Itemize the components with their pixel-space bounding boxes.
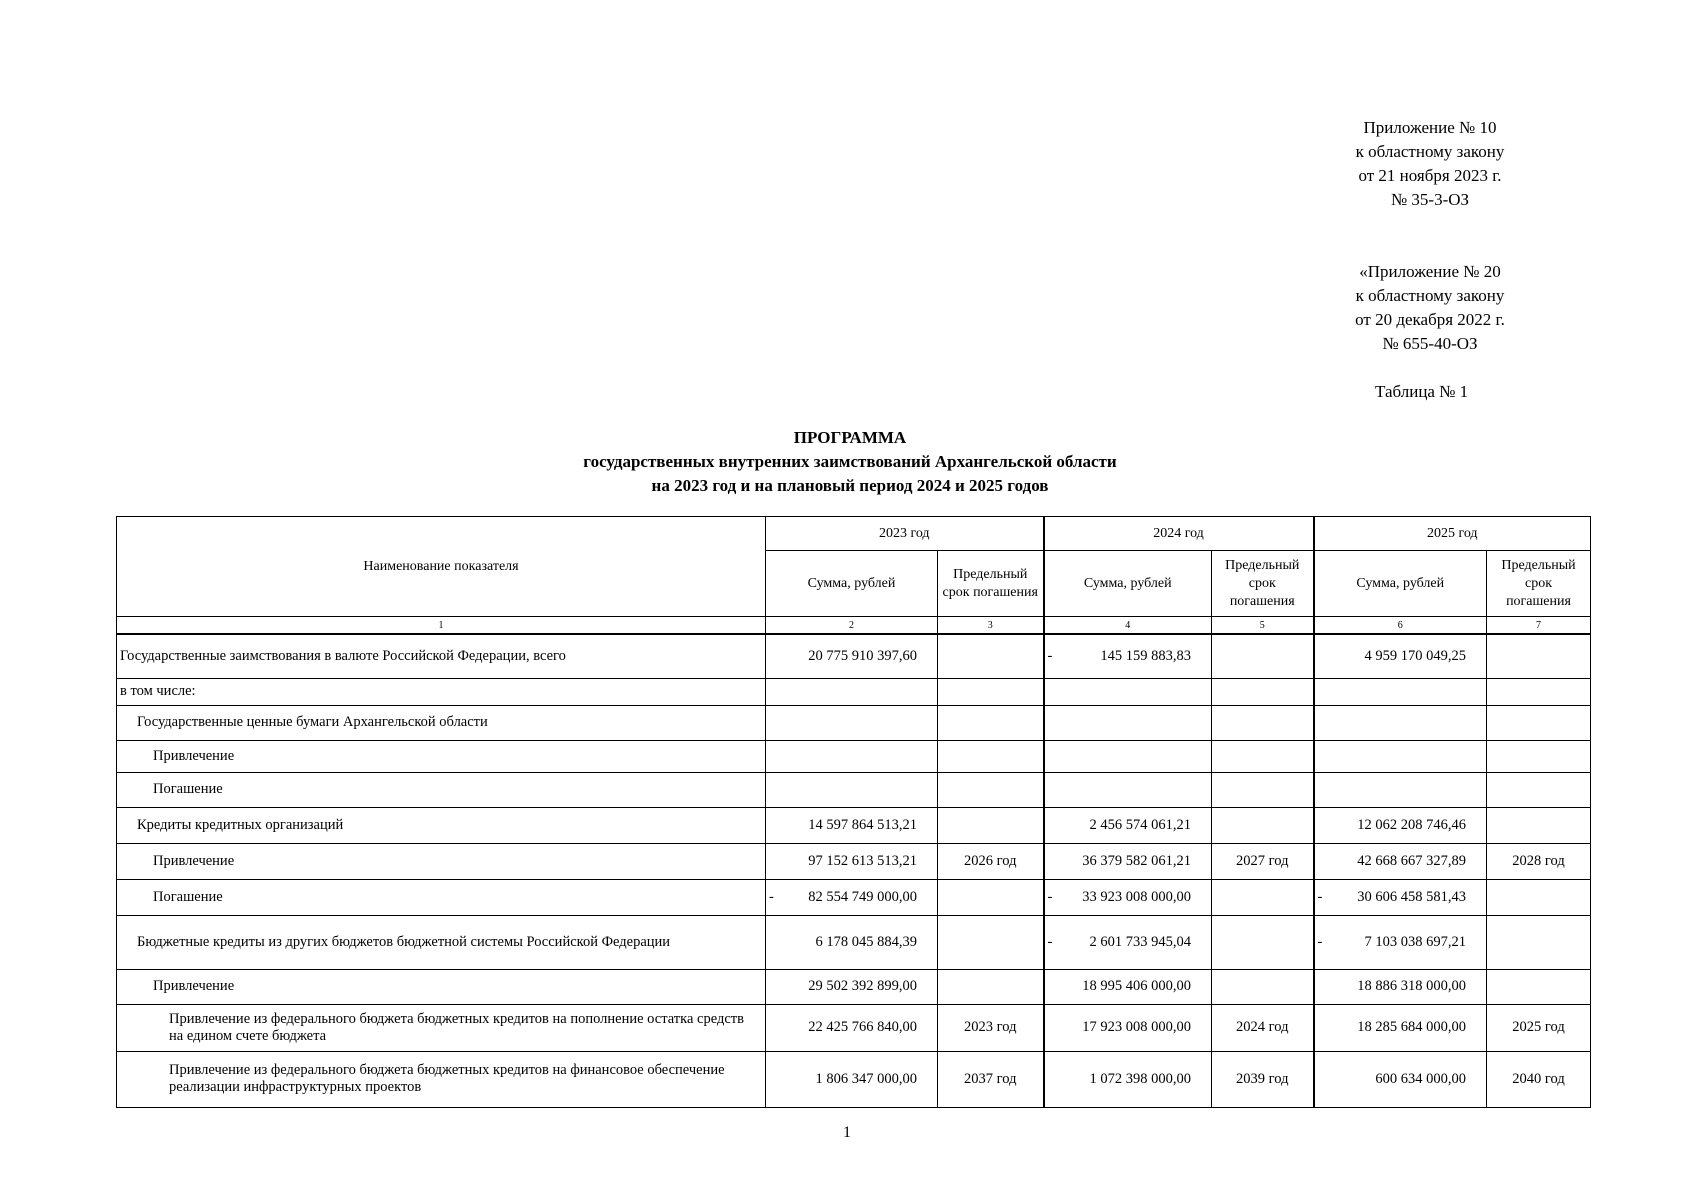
- appendix-line: № 35-3-ОЗ: [1390, 190, 1470, 209]
- page-number: 1: [843, 1124, 851, 1141]
- sum-value: 2 601 733 945,04: [1089, 933, 1191, 950]
- sum-2024: [1044, 1004, 1212, 1051]
- term-2025: [1487, 634, 1591, 678]
- indicator-name: Привлечение: [117, 740, 766, 772]
- term-2024: 2027 год: [1212, 843, 1314, 879]
- table-row: [117, 879, 1591, 915]
- header-indicator: Наименование показателя: [117, 517, 766, 617]
- table-body: [117, 634, 1591, 1107]
- table-row: [117, 772, 1591, 807]
- column-number: 6: [1314, 617, 1487, 635]
- sum-2025: [1314, 705, 1487, 740]
- column-number: 7: [1487, 617, 1591, 635]
- sum-value: 1 072 398 000,00: [1089, 1070, 1191, 1087]
- appendix-line: от 21 ноября 2023 г.: [1358, 166, 1502, 185]
- sum-2024: [1044, 740, 1212, 772]
- title-line: государственных внутренних заимствований Архангельской области: [583, 452, 1117, 471]
- sum-value: 30 606 458 581,43: [1357, 888, 1466, 905]
- indicator-name: Государственные заимствования в валюте Российской Федерации, всего: [117, 634, 766, 678]
- term-2025: 2028 год: [1487, 843, 1591, 879]
- sum-2024: [1044, 772, 1212, 807]
- sum-2025: [1314, 678, 1487, 705]
- sum-value: 6 178 045 884,39: [815, 933, 917, 950]
- appendix-line: № 655-40-ОЗ: [1382, 334, 1478, 353]
- header-sum: Сумма, рублей: [766, 551, 938, 617]
- sum-value: 20 775 910 397,60: [808, 647, 917, 664]
- indicator-name: Кредиты кредитных организаций: [117, 807, 766, 843]
- indicator-name: Погашение: [117, 772, 766, 807]
- header-sum: Сумма, рублей: [1044, 551, 1212, 617]
- sum-2023: [766, 915, 938, 969]
- sum-2023: [766, 634, 938, 678]
- term-2024: [1212, 678, 1314, 705]
- sum-2025: [1314, 1051, 1487, 1107]
- sum-value: 145 159 883,83: [1100, 647, 1191, 664]
- indicator-name: Привлечение из федерального бюджета бюджетных кредитов на финансовое обеспечение реализации инфраструктурных проектов: [117, 1051, 766, 1107]
- sum-2025: [1314, 772, 1487, 807]
- term-2025: [1487, 915, 1591, 969]
- term-2023: [938, 772, 1044, 807]
- term-2025: [1487, 969, 1591, 1004]
- sum-value: 22 425 766 840,00: [808, 1019, 917, 1035]
- minus-sign: -: [1047, 647, 1053, 664]
- table-row: [117, 1051, 1591, 1107]
- term-2023: [938, 879, 1044, 915]
- sum-value: 2 456 574 061,21: [1089, 816, 1191, 833]
- header-year-2023: 2023 год: [766, 517, 1044, 551]
- sum-2024: [1044, 634, 1212, 678]
- sum-2023: [766, 969, 938, 1004]
- sum-2024: [1044, 915, 1212, 969]
- indicator-name: Бюджетные кредиты из других бюджетов бюджетной системы Российской Федерации: [117, 915, 766, 969]
- header-year-2025: 2025 год: [1314, 517, 1591, 551]
- sum-value: 17 923 008 000,00: [1082, 1019, 1191, 1035]
- table-row: [117, 807, 1591, 843]
- term-2025: [1487, 705, 1591, 740]
- term-2025: [1487, 807, 1591, 843]
- sum-value: 18 995 406 000,00: [1082, 978, 1191, 994]
- sum-2023: [766, 1004, 938, 1051]
- sum-2024: [1044, 969, 1212, 1004]
- sum-value: 600 634 000,00: [1375, 1070, 1466, 1087]
- sum-2024: [1044, 705, 1212, 740]
- term-2023: [938, 634, 1044, 678]
- sum-2025: [1314, 1004, 1487, 1051]
- term-2023: 2037 год: [938, 1051, 1044, 1107]
- column-number: 1: [117, 617, 766, 635]
- column-number: 5: [1212, 617, 1314, 635]
- sum-2023: [766, 843, 938, 879]
- table-row: [117, 678, 1591, 705]
- term-2023: [938, 969, 1044, 1004]
- title-line: ПРОГРАММА: [793, 428, 907, 447]
- minus-sign: -: [1317, 933, 1323, 950]
- minus-sign: -: [769, 888, 774, 905]
- appendix-line: Приложение № 10: [1363, 118, 1497, 137]
- borrowing-program-table: [116, 516, 1591, 1108]
- term-2024: [1212, 772, 1314, 807]
- table-row: [117, 843, 1591, 879]
- indicator-name: Погашение: [117, 879, 766, 915]
- sum-2023: [766, 705, 938, 740]
- sum-2023: [766, 740, 938, 772]
- term-2023: [938, 740, 1044, 772]
- sum-2024: [1044, 1051, 1212, 1107]
- sum-value: 4 959 170 049,25: [1364, 647, 1466, 664]
- indicator-name: Государственные ценные бумаги Архангельской области: [117, 705, 766, 740]
- term-2023: 2026 год: [938, 843, 1044, 879]
- title-line: на 2023 год и на плановый период 2024 и 2025 годов: [651, 476, 1049, 495]
- sum-value: 33 923 008 000,00: [1082, 888, 1191, 905]
- sum-2025: [1314, 634, 1487, 678]
- term-2024: [1212, 740, 1314, 772]
- sum-value: 18 886 318 000,00: [1357, 978, 1466, 994]
- appendix-line: от 20 декабря 2022 г.: [1355, 310, 1505, 329]
- sum-value: 42 668 667 327,89: [1357, 852, 1466, 869]
- sum-2024: [1044, 843, 1212, 879]
- term-2023: [938, 678, 1044, 705]
- term-2023: 2023 год: [938, 1004, 1044, 1051]
- sum-2023: [766, 678, 938, 705]
- sum-2025: [1314, 969, 1487, 1004]
- sum-value: 7 103 038 697,21: [1364, 933, 1466, 950]
- indicator-name: Привлечение: [117, 843, 766, 879]
- term-2023: [938, 705, 1044, 740]
- minus-sign: -: [1317, 888, 1323, 905]
- column-number: 4: [1044, 617, 1212, 635]
- sum-2024: [1044, 879, 1212, 915]
- sum-2023: [766, 772, 938, 807]
- term-2024: [1212, 705, 1314, 740]
- term-2024: 2024 год: [1212, 1004, 1314, 1051]
- header-year-2024: 2024 год: [1044, 517, 1314, 551]
- indicator-name: Привлечение: [117, 969, 766, 1004]
- sum-value: 97 152 613 513,21: [808, 852, 917, 869]
- sum-2025: [1314, 740, 1487, 772]
- sum-2023: [766, 879, 938, 915]
- term-2025: [1487, 879, 1591, 915]
- sum-2025: [1314, 807, 1487, 843]
- table-row: [117, 1004, 1591, 1051]
- column-number: 2: [766, 617, 938, 635]
- column-number: 3: [938, 617, 1044, 635]
- sum-value: 18 285 684 000,00: [1357, 1019, 1466, 1035]
- term-2025: [1487, 772, 1591, 807]
- term-2025: 2025 год: [1487, 1004, 1591, 1051]
- sum-2024: [1044, 678, 1212, 705]
- term-2025: 2040 год: [1487, 1051, 1591, 1107]
- table-row: [117, 740, 1591, 772]
- sum-2023: [766, 1051, 938, 1107]
- sum-2025: [1314, 915, 1487, 969]
- sum-2025: [1314, 843, 1487, 879]
- table-row: [117, 634, 1591, 678]
- sum-value: 36 379 582 061,21: [1082, 852, 1191, 869]
- sum-2025: [1314, 879, 1487, 915]
- table-row: [117, 915, 1591, 969]
- term-2024: [1212, 634, 1314, 678]
- sum-value: 14 597 864 513,21: [808, 816, 917, 833]
- minus-sign: -: [1047, 888, 1053, 905]
- table-number: Таблица № 1: [1375, 382, 1469, 401]
- indicator-name: в том числе:: [117, 678, 766, 705]
- appendix-header-original: [1340, 260, 1520, 356]
- header-sum: Сумма, рублей: [1314, 551, 1487, 617]
- term-2024: [1212, 879, 1314, 915]
- sum-value: 1 806 347 000,00: [815, 1070, 917, 1087]
- term-2024: 2039 год: [1212, 1051, 1314, 1107]
- appendix-line: к областному закону: [1355, 142, 1505, 161]
- sum-value: 29 502 392 899,00: [808, 978, 917, 994]
- term-2023: [938, 915, 1044, 969]
- appendix-header-current: [1340, 116, 1520, 212]
- term-2024: [1212, 807, 1314, 843]
- program-title: [440, 426, 1260, 498]
- term-2025: [1487, 678, 1591, 705]
- term-2024: [1212, 969, 1314, 1004]
- sum-2024: [1044, 807, 1212, 843]
- sum-value: 82 554 749 000,00: [808, 888, 917, 905]
- indicator-name: Привлечение из федерального бюджета бюджетных кредитов на пополнение остатка средств на едином счете бюджета: [117, 1004, 766, 1051]
- term-2024: [1212, 915, 1314, 969]
- table-row: [117, 969, 1591, 1004]
- header-term: Предельный срок погашения: [1212, 551, 1314, 617]
- term-2023: [938, 807, 1044, 843]
- sum-2023: [766, 807, 938, 843]
- appendix-line: к областному закону: [1355, 286, 1505, 305]
- appendix-line: «Приложение № 20: [1359, 262, 1501, 281]
- table-row: [117, 705, 1591, 740]
- header-term: Предельный срок погашения: [1487, 551, 1591, 617]
- term-2025: [1487, 740, 1591, 772]
- minus-sign: -: [1047, 933, 1053, 950]
- header-term: Предельный срок погашения: [938, 551, 1044, 617]
- sum-value: 12 062 208 746,46: [1357, 816, 1466, 833]
